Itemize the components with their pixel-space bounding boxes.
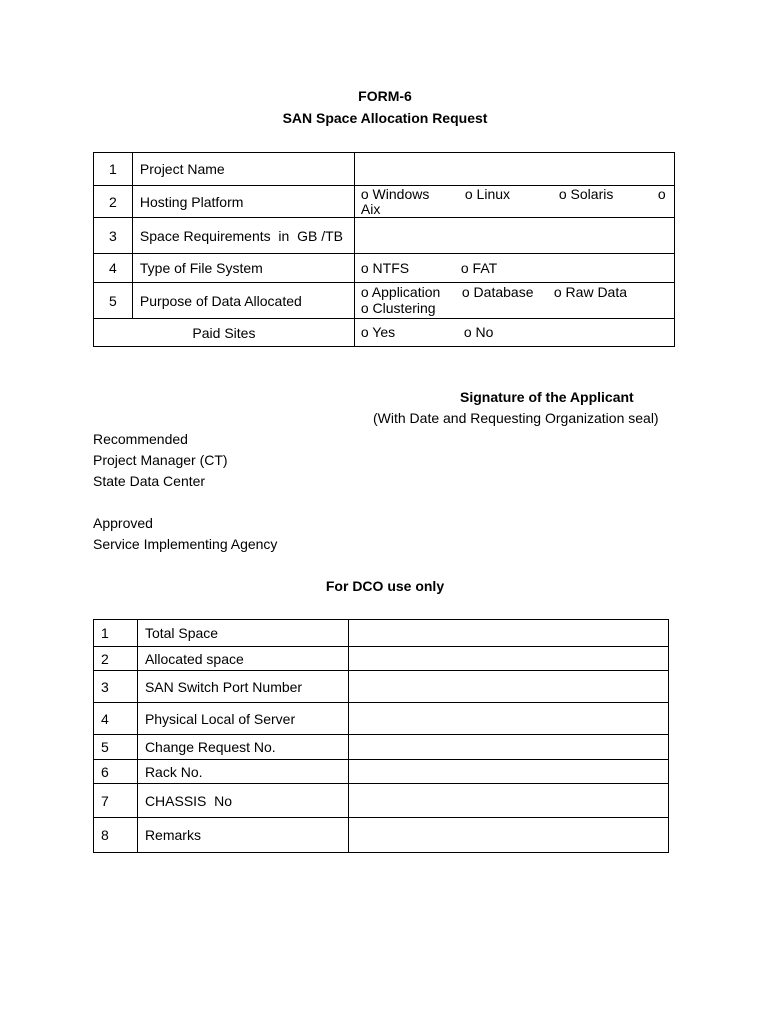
row-label: Remarks (137, 818, 348, 853)
request-form-table (93, 152, 675, 347)
row-label: Rack No. (137, 760, 348, 784)
row-number: 4 (94, 703, 138, 735)
project-name-field[interactable] (354, 153, 674, 186)
paid-sites-label: Paid Sites (94, 319, 355, 347)
space-requirements-field[interactable] (354, 218, 674, 254)
dco-row (94, 647, 669, 671)
row-label: Total Space (137, 620, 348, 647)
row-number: 1 (94, 153, 133, 186)
dco-row (94, 620, 669, 647)
approved-heading: Approved (93, 515, 153, 531)
rack-number-field[interactable] (348, 760, 668, 784)
form-row-file-system (94, 254, 675, 283)
form-number: FORM-6 (358, 88, 412, 104)
dco-row (94, 703, 669, 735)
row-number: 3 (94, 671, 138, 703)
row-number: 6 (94, 760, 138, 784)
row-number: 7 (94, 784, 138, 818)
row-label: Allocated space (137, 647, 348, 671)
row-number: 1 (94, 620, 138, 647)
option-aix-marker[interactable]: o (657, 186, 666, 202)
row-number: 3 (94, 218, 133, 254)
row-label: SAN Switch Port Number (137, 671, 348, 703)
option-yes[interactable]: o Yes (360, 324, 396, 340)
form-row-paid-sites (94, 319, 675, 347)
allocated-space-field[interactable] (348, 647, 668, 671)
dco-table (93, 619, 669, 853)
file-system-options (354, 254, 674, 283)
form-title: SAN Space Allocation Request (282, 110, 488, 126)
row-number: 4 (94, 254, 133, 283)
row-label: Space Requirements in GB /TB (132, 218, 354, 254)
option-linux[interactable]: o Linux (464, 186, 511, 202)
form-row-space-requirements (94, 218, 675, 254)
option-no[interactable]: o No (463, 324, 494, 340)
option-fat[interactable]: o FAT (460, 260, 498, 276)
dco-row (94, 818, 669, 853)
row-label: Type of File System (132, 254, 354, 283)
form-row-hosting-platform (94, 186, 675, 218)
dco-row (94, 760, 669, 784)
row-label: Project Name (132, 153, 354, 186)
option-database[interactable]: o Database (461, 284, 534, 300)
recommended-by-project-manager: Project Manager (CT) (93, 452, 228, 468)
remarks-field[interactable] (348, 818, 668, 853)
row-label: CHASSIS No (137, 784, 348, 818)
san-switch-port-field[interactable] (348, 671, 668, 703)
signature-title: Signature of the Applicant (460, 389, 634, 405)
row-label: Change Request No. (137, 735, 348, 760)
row-number: 5 (94, 283, 133, 319)
option-ntfs[interactable]: o NTFS (360, 260, 410, 276)
form-row-data-purpose (94, 283, 675, 319)
option-clustering[interactable]: o Clustering (360, 300, 436, 316)
hosting-platform-options (354, 186, 674, 218)
approved-by-agency: Service Implementing Agency (93, 536, 278, 552)
data-purpose-options (354, 283, 674, 319)
paid-sites-options (354, 319, 674, 347)
recommended-heading: Recommended (93, 431, 188, 447)
option-raw-data[interactable]: o Raw Data (553, 284, 628, 300)
dco-row (94, 671, 669, 703)
recommended-by-data-center: State Data Center (93, 473, 206, 489)
row-number: 5 (94, 735, 138, 760)
dco-heading: For DCO use only (325, 578, 445, 594)
option-windows[interactable]: o Windows (360, 186, 430, 202)
option-aix-label: Aix (360, 201, 381, 217)
option-solaris[interactable]: o Solaris (558, 186, 614, 202)
dco-row (94, 735, 669, 760)
row-number: 2 (94, 647, 138, 671)
row-number: 8 (94, 818, 138, 853)
form-row-project-name (94, 153, 675, 186)
change-request-field[interactable] (348, 735, 668, 760)
total-space-field[interactable] (348, 620, 668, 647)
option-application[interactable]: o Application (360, 284, 441, 300)
dco-row (94, 784, 669, 818)
row-label: Purpose of Data Allocated (132, 283, 354, 319)
signature-note: (With Date and Requesting Organization seal) (373, 410, 659, 426)
server-location-field[interactable] (348, 703, 668, 735)
row-label: Hosting Platform (132, 186, 354, 218)
chassis-number-field[interactable] (348, 784, 668, 818)
row-number: 2 (94, 186, 133, 218)
row-label: Physical Local of Server (137, 703, 348, 735)
